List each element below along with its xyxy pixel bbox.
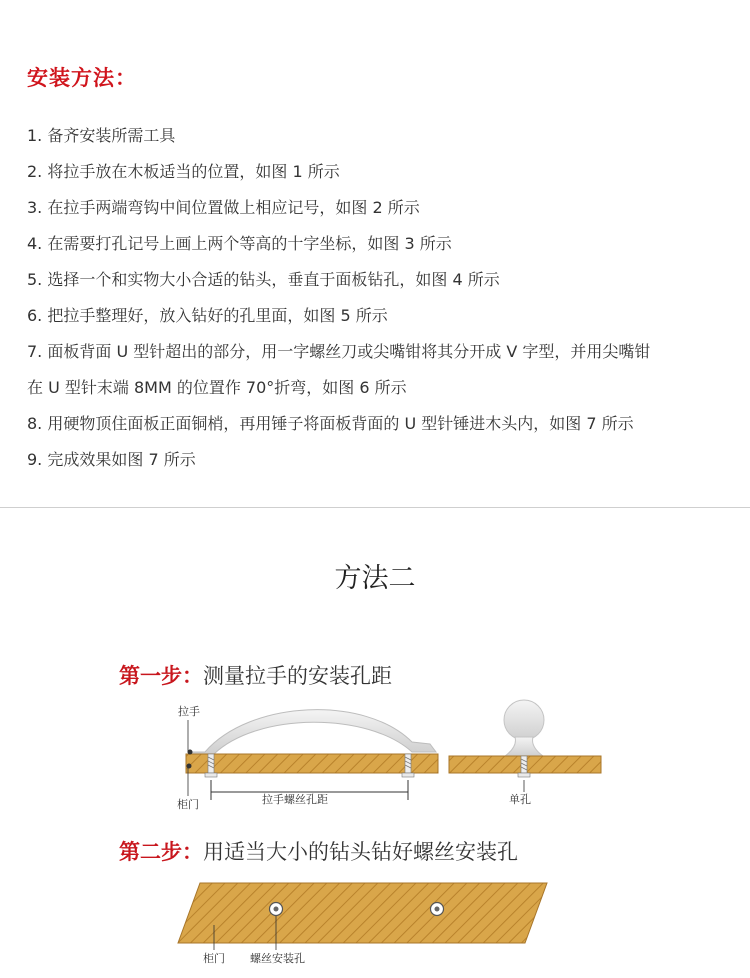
install-method-heading: 安装方法： (27, 66, 137, 90)
step-item: 4. 在需要打孔记号上画上两个等高的十字坐标，如图 3 所示 (27, 234, 452, 253)
step-two-text: 用适当大小的钻头钻好螺丝安装孔 (203, 840, 518, 864)
step-one-number: 第一步 (119, 664, 182, 688)
step-two-number: 第二步 (119, 840, 182, 864)
cabinet-door-label: 柜门 (177, 798, 199, 811)
screw-hole-right (431, 903, 444, 916)
step-one-title: 第一步：测量拉手的安装孔距 (119, 664, 392, 688)
single-hole-label: 单孔 (509, 793, 531, 806)
drilled-board (178, 883, 547, 943)
step-one-text: 测量拉手的安装孔距 (203, 664, 392, 688)
step-item: 在 U 型针末端 8MM 的位置作 70°折弯，如图 6 所示 (27, 378, 407, 397)
single-hole-knob (504, 700, 544, 756)
step-item: 5. 选择一个和实物大小合适的钻头，垂直于面板钻孔，如图 4 所示 (27, 270, 500, 289)
step-item: 7. 面板背面 U 型针超出的部分，用一字螺丝刀或尖嘴钳将其分开成 V 字型，并用尖嘴钳 (27, 342, 651, 361)
handle-arch (192, 710, 436, 754)
step-item: 9. 完成效果如图 7 所示 (27, 450, 196, 469)
method-two-title: 方法二 (334, 563, 416, 594)
screw-hole-label: 螺丝安装孔 (250, 952, 305, 965)
cabinet-board (186, 754, 438, 773)
drilled-door-label: 柜门 (203, 952, 225, 965)
step-two-title: 第二步：用适当大小的钻头钻好螺丝安装孔 (119, 840, 518, 864)
handle-distance-label: 拉手螺丝孔距 (262, 793, 328, 806)
step-item: 2. 将拉手放在木板适当的位置，如图 1 所示 (27, 162, 340, 181)
handle-label: 拉手 (178, 705, 200, 718)
step-item: 3. 在拉手两端弯钩中间位置做上相应记号，如图 2 所示 (27, 198, 420, 217)
step-item: 1. 备齐安装所需工具 (27, 126, 176, 145)
screw-hole-left (270, 903, 283, 916)
step-item: 6. 把拉手整理好，放入钻好的孔里面，如图 5 所示 (27, 306, 388, 325)
step-item: 8. 用硬物顶住面板正面铜梢，再用锤子将面板背面的 U 型针锤进木头内，如图 7 所示 (27, 414, 634, 433)
